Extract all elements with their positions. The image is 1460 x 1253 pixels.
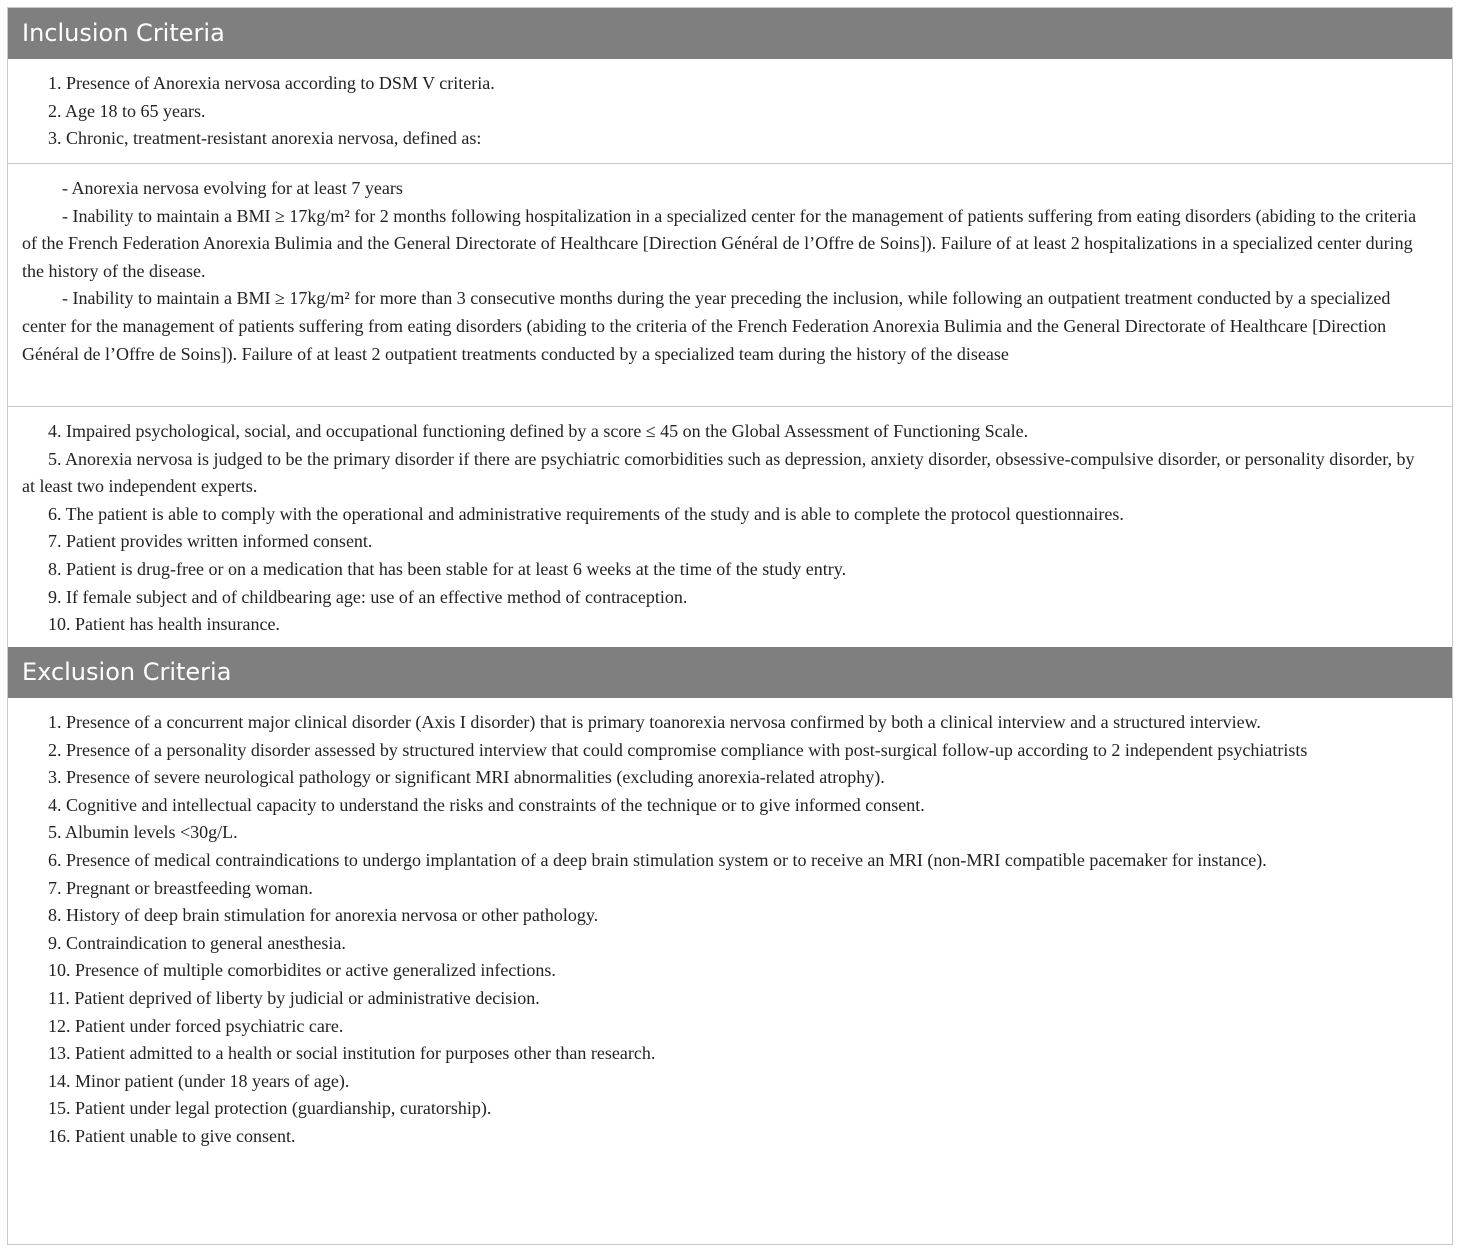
inclusion-item: 2. Age 18 to 65 years. <box>48 100 206 121</box>
exclusion-items-block <box>8 698 1452 1151</box>
inclusion-header: Inclusion Criteria <box>8 8 1452 59</box>
exclusion-item: 3. Presence of severe neurological pathology or significant MRI abnormalities (excluding anorexia-related atrophy). <box>48 767 885 788</box>
exclusion-item: 15. Patient under legal protection (guardianship, curatorship). <box>48 1098 492 1119</box>
exclusion-item: 5. Albumin levels <30g/L. <box>48 822 238 843</box>
inclusion-item: 10. Patient has health insurance. <box>48 614 280 635</box>
exclusion-item: 2. Presence of a personality disorder assessed by structured interview that could compromise compliance with post-surgical follow-up according to 2 independent psychiatrists <box>48 739 1308 760</box>
exclusion-item: 4. Cognitive and intellectual capacity to understand the risks and constraints of the technique or to give informed consent. <box>48 794 925 815</box>
exclusion-item: 11. Patient deprived of liberty by judicial or administrative decision. <box>48 987 540 1008</box>
exclusion-item: 14. Minor patient (under 18 years of age). <box>48 1070 350 1091</box>
inclusion-item: 4. Impaired psychological, social, and occupational functioning defined by a score ≤ 45 on the Global Assessment of Functioning Scale. <box>48 421 1029 441</box>
inclusion-item: 8. Patient is drug-free or on a medication that has been stable for at least 6 weeks at the time of the study entry. <box>48 558 847 579</box>
exclusion-item: 13. Patient admitted to a health or social institution for purposes other than research. <box>48 1043 656 1064</box>
inclusion-subitem: - Inability to maintain a BMI ≥ 17kg/m² for 2 months following hospitalization in a specialized center for the management of patients suffering from eating disorders (abiding to the criteria of the French Federation Anorexia Bulimia and the General Directorate of Healthcare [Direction Général de l’Offre de Soins]). Failure of at least 2 hospitalizations in a specialized center during the history of the disease. <box>22 205 1417 281</box>
inclusion-item: 6. The patient is able to comply with the operational and administrative requirements of the study and is able to complete the protocol questionnaires. <box>48 503 1124 524</box>
inclusion-item: 9. If female subject and of childbearing age: use of an effective method of contraception. <box>48 586 688 607</box>
inclusion-subitem: - Inability to maintain a BMI ≥ 17kg/m² for more than 3 consecutive months during the year preceding the inclusion, while following an outpatient treatment conducted by a specialized center for the management of patients suffering from eating disorders (abiding to the criteria of the French Federation Anorexia Bulimia and the General Directorate of Healthcare [Direction Général de l’Offre de Soins]). Failure of at least 2 outpatient treatments conducted by a specialized team during the history of the disease <box>22 288 1391 364</box>
inclusion-item: 7. Patient provides written informed consent. <box>48 531 373 552</box>
exclusion-header: Exclusion Criteria <box>8 647 1452 698</box>
inclusion-items-block-1 <box>8 59 1452 163</box>
exclusion-item: 6. Presence of medical contraindications to undergo implantation of a deep brain stimulation system or to receive an MRI (non-MRI compatible pacemaker for instance). <box>48 849 1267 870</box>
exclusion-item: 16. Patient unable to give consent. <box>48 1125 296 1146</box>
exclusion-item: 9. Contraindication to general anesthesia. <box>48 932 346 953</box>
inclusion-subitem: - Anorexia nervosa evolving for at least 7 years <box>62 178 403 198</box>
inclusion-item: 1. Presence of Anorexia nervosa according to DSM V criteria. <box>48 73 495 93</box>
exclusion-item: 7. Pregnant or breastfeeding woman. <box>48 877 313 898</box>
exclusion-item: 8. History of deep brain stimulation for anorexia nervosa or other pathology. <box>48 905 599 926</box>
inclusion-item: 5. Anorexia nervosa is judged to be the primary disorder if there are psychiatric comorbidities such as depression, anxiety disorder, obsessive-compulsive disorder, or personality disorder, by at least two independent experts. <box>22 448 1415 497</box>
criteria-table <box>7 7 1453 1245</box>
exclusion-item: 10. Presence of multiple comorbidites or active generalized infections. <box>48 960 556 981</box>
inclusion-item: 3. Chronic, treatment-resistant anorexia nervosa, defined as: <box>48 128 482 149</box>
exclusion-item: 12. Patient under forced psychiatric care. <box>48 1015 344 1036</box>
exclusion-item: 1. Presence of a concurrent major clinical disorder (Axis I disorder) that is primary toanorexia nervosa confirmed by both a clinical interview and a structured interview. <box>48 712 1261 732</box>
inclusion-items-block-2 <box>8 406 1452 647</box>
inclusion-subitems-block <box>8 163 1452 406</box>
